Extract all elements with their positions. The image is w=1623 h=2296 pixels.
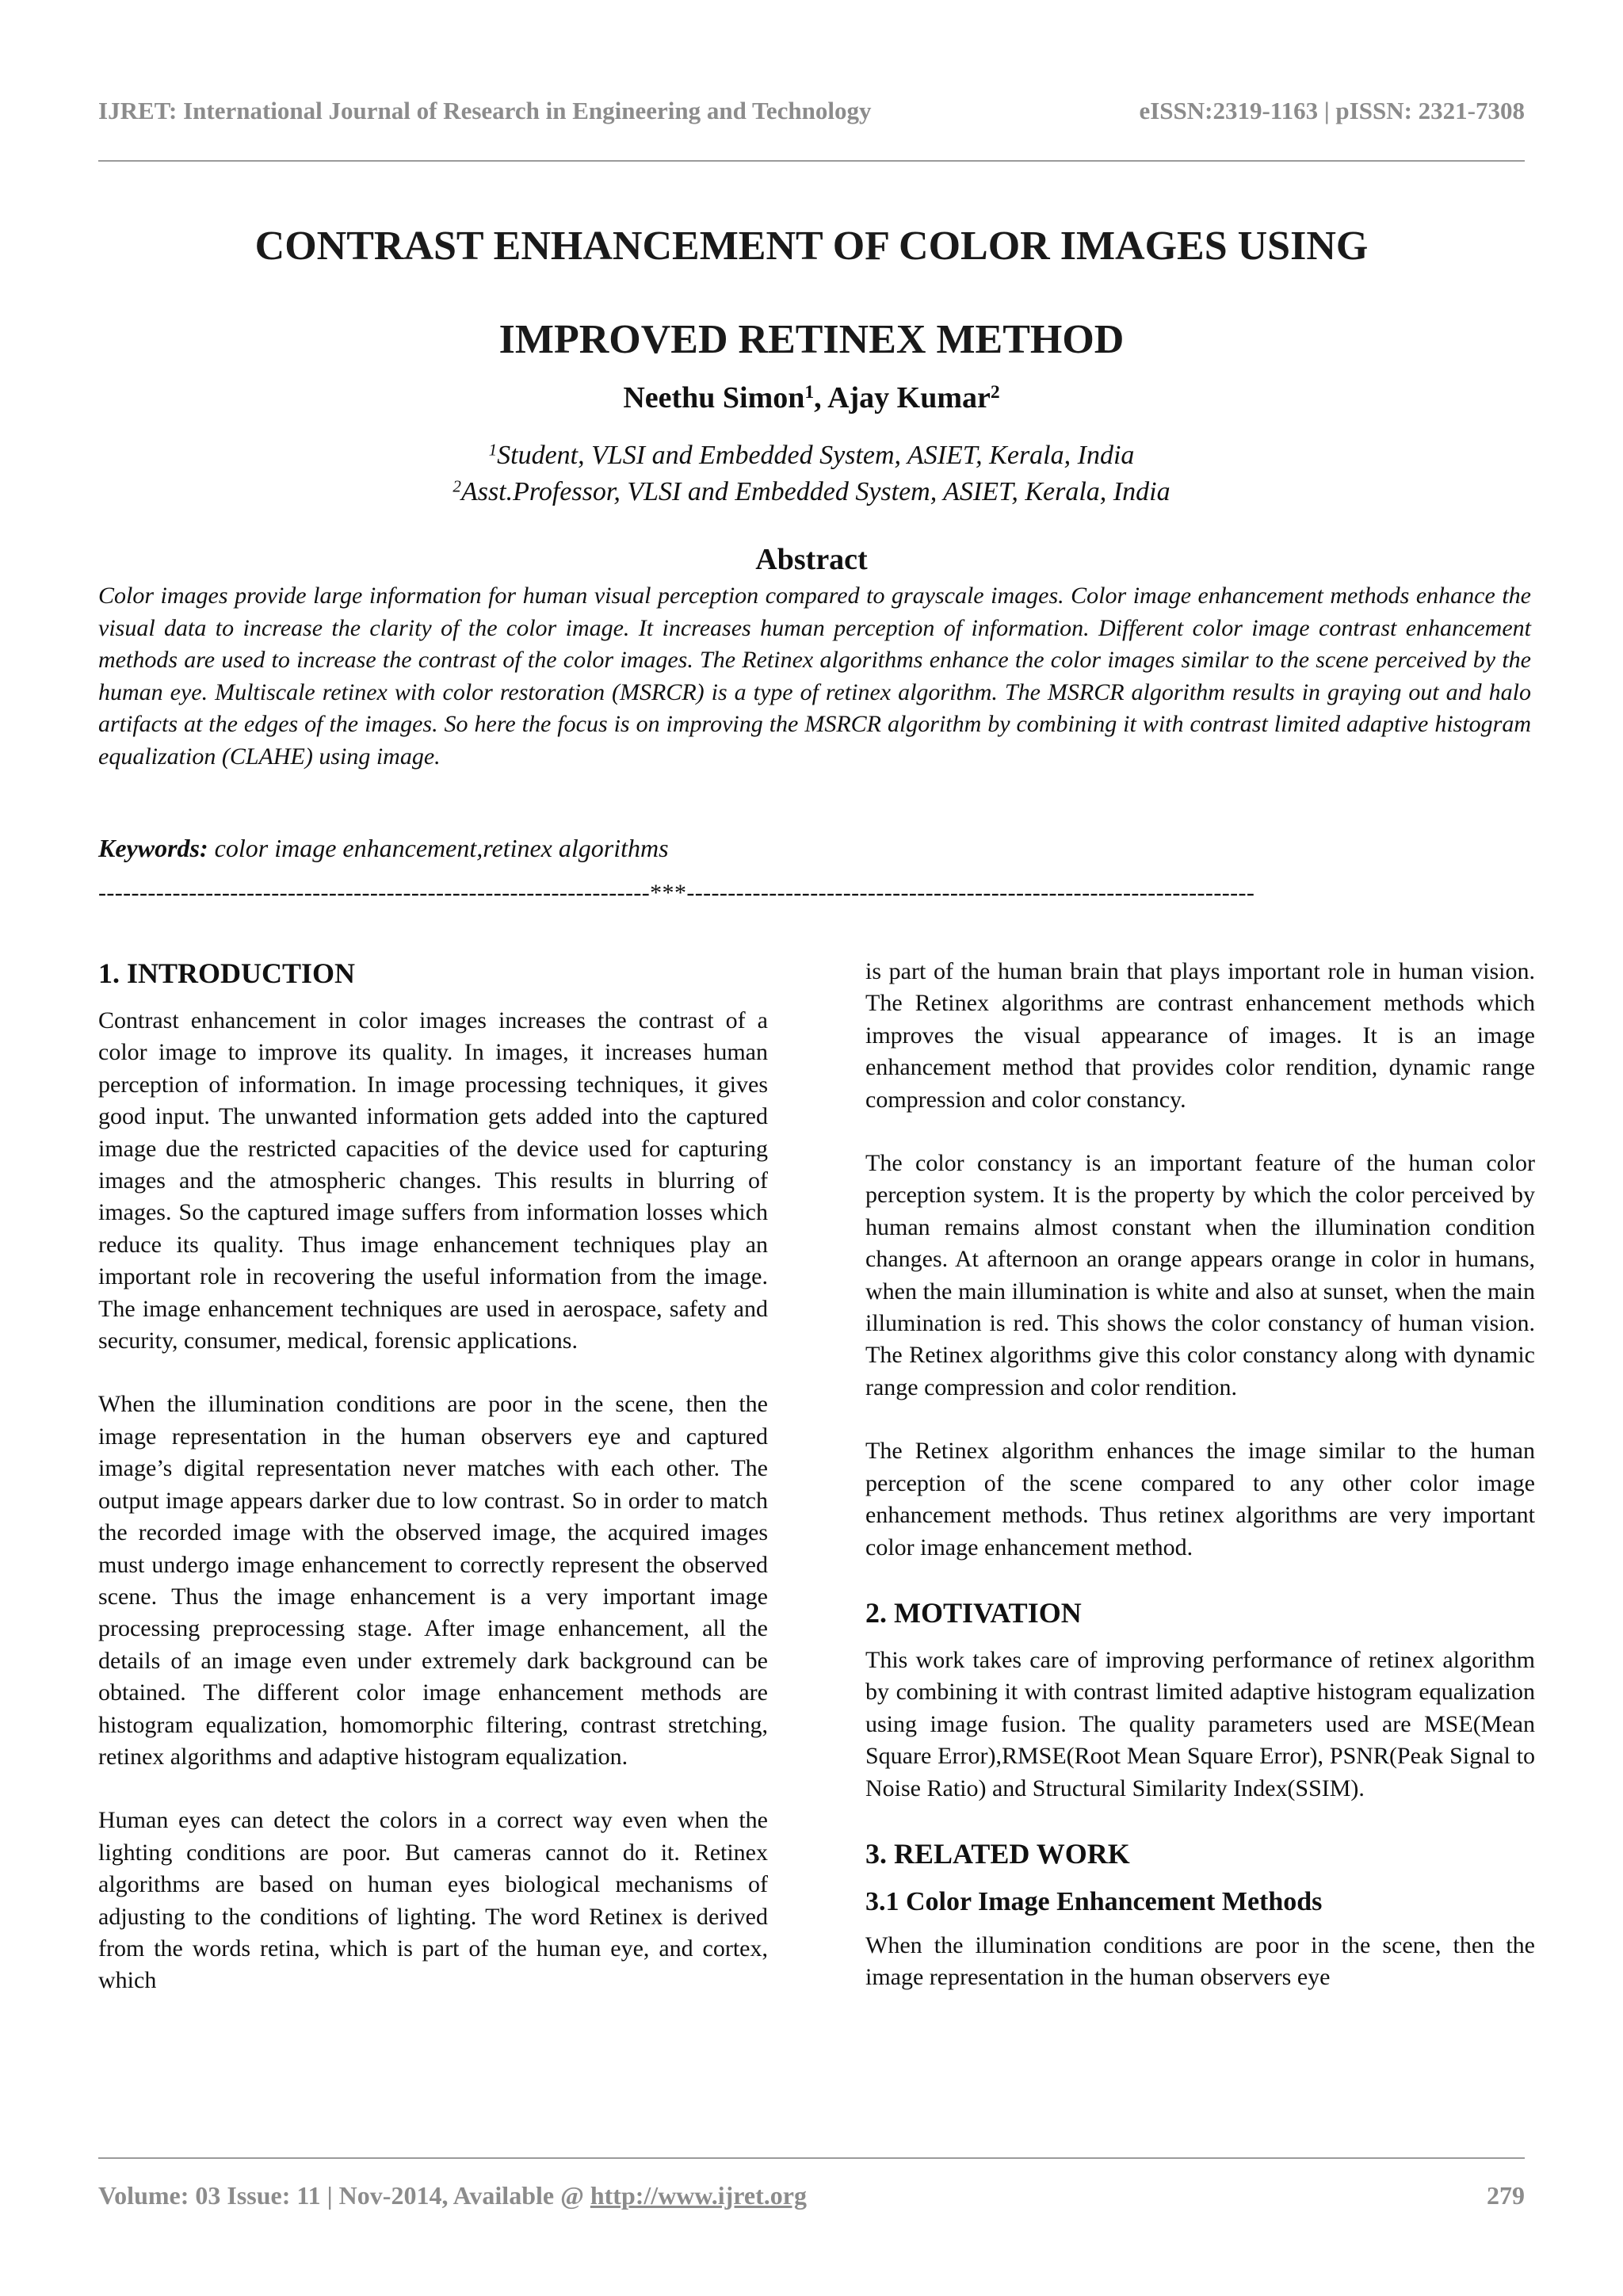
- author-separator: ,: [814, 381, 828, 415]
- affiliations: [98, 437, 1525, 510]
- affiliation-2-text: Asst.Professor, VLSI and Embedded System, ASIET, Kerala, India: [460, 477, 1170, 506]
- paragraph: Human eyes can detect the colors in a correct way even when the lighting conditions are poor. But cameras cannot do it. Retinex algorithms are based on human eyes biological mechanisms of adjusting to the conditions of lighting. The word Retinex is derived from the words retina, which is part of the human eye, and cortex, which: [98, 1807, 768, 1994]
- subsection-heading: 3.1 Color Image Enhancement Methods: [865, 1886, 1323, 1916]
- author-1-mark: 1: [804, 382, 815, 403]
- journal-name: IJRET: International Journal of Research in Engineering and Technology: [98, 97, 872, 124]
- keywords: [98, 834, 1531, 863]
- keywords-label: Keywords:: [98, 834, 208, 862]
- affiliation-1: [98, 437, 1525, 474]
- page-number: 279: [1487, 2181, 1525, 2210]
- abstract-text: Color images provide large information for human visual perception compared to grayscale images. Color image enhancement methods enhance the visual data to increase the clarity of the color image. It increases human perception of information. Different color image contrast enhancement methods are used to increase the contrast of the color images. The Retinex algorithms enhance the color images similar to the scene perceived by the human eye. Multiscale retinex with color restoration (MSRCR) is a type of retinex algorithm. The MSRCR algorithm results in graying out and halo artifacts at the edges of the images. So here the focus is on improving the MSRCR algorithm by combining it with contrast limited adaptive histogram equalization (CLAHE) using image.: [98, 583, 1531, 770]
- running-header: [98, 97, 1525, 125]
- motivation-heading: 2. MOTIVATION: [865, 1596, 1082, 1629]
- author-1: Neethu Simon: [623, 381, 805, 415]
- related-work-heading: 3. RELATED WORK: [865, 1837, 1130, 1870]
- section-separator: -------------------------------------------------------------------***---------------------------------------------------------------------: [98, 880, 1255, 906]
- title-line-2: IMPROVED RETINEX METHOD: [498, 317, 1125, 362]
- author-2: Ajay Kumar: [827, 381, 991, 415]
- author-2-mark: 2: [990, 382, 1000, 403]
- paragraph: The Retinex algorithm enhances the image similar to the human perception of the scene compared to any other color image enhancement methods. Thus retinex algorithms are very important color image enhancement method.: [865, 1438, 1535, 1561]
- header-rule: [98, 160, 1525, 162]
- affiliation-1-text: Student, VLSI and Embedded System, ASIET, Kerala, India: [497, 441, 1135, 470]
- introduction-heading: 1. INTRODUCTION: [98, 957, 356, 989]
- paper-title: [98, 200, 1525, 387]
- right-column: [865, 956, 1535, 2026]
- footer-rule: [98, 2157, 1525, 2159]
- footer-volume: [98, 2181, 807, 2210]
- affiliation-2: [98, 474, 1525, 510]
- paragraph: When the illumination conditions are poor in the scene, then the image representation in the human observers eye: [865, 1931, 1535, 1991]
- left-column: [98, 956, 768, 2029]
- affiliation-1-mark: 1: [488, 440, 498, 460]
- paragraph: This work takes care of improving performance of retinex algorithm by combining it with contrast limited adaptive histogram equalization using image fusion. The quality parameters used are MSE(Mean Square Error),RMSE(Root Mean Square Error), PSNR(Peak Signal to Noise Ratio) and Structural Similarity Index(SSIM).: [865, 1646, 1535, 1801]
- journal-link[interactable]: http://www.ijret.org: [590, 2181, 807, 2210]
- authors: [98, 380, 1525, 415]
- affiliation-2-mark: 2: [453, 476, 461, 496]
- paragraph: When the illumination conditions are poor in the scene, then the image representation in the human observers eye and captured image’s digital representation never matches with each other. The output image appears darker due to low contrast. So in order to match the recorded image with the observed image, the acquired images must undergo image enhancement to correctly represent the observed scene. Thus the image enhancement is a very important image processing preprocessing stage. After image enhancement, all the details of an image even under extremely dark background can be obtained. The different color image enhancement methods are histogram equalization, homomorphic filtering, contrast stretching, retinex algorithms and adaptive histogram equalization.: [98, 1391, 768, 1770]
- paragraph: Contrast enhancement in color images increases the contrast of a color image to improve its quality. In images, it increases human perception of information. In image processing techniques, it gives good input. The unwanted information gets added into the captured image due the restricted capacities of the device used for capturing images and the atmospheric changes. This results in blurring of images. So the captured image suffers from information losses which reduce its quality. Thus image enhancement techniques play an important role in recovering the useful information from the image. The image enhancement techniques are used in aerospace, safety and security, consumer, medical, forensic applications.: [98, 1007, 768, 1354]
- footer-volume-text: Volume: 03 Issue: 11 | Nov-2014, Available @: [98, 2181, 590, 2210]
- running-footer: [98, 2181, 1525, 2210]
- abstract-heading: Abstract: [755, 543, 868, 576]
- keywords-text: color image enhancement,retinex algorithms: [208, 834, 669, 862]
- paragraph: The color constancy is an important feature of the human color perception system. It is the property by which the color perceived by human remains almost constant when the illumination condition changes. At afternoon an orange appears orange in color in humans, when the main illumination is white and also at sunset, when the main illumination is red. This shows the color constancy of human vision. The Retinex algorithms give this color constancy along with dynamic range compression and color rendition.: [865, 1150, 1535, 1400]
- title-line-1: CONTRAST ENHANCEMENT OF COLOR IMAGES USING: [254, 223, 1369, 269]
- paragraph: is part of the human brain that plays important role in human vision. The Retinex algorithms are contrast enhancement methods which improves the visual appearance of images. It is an image enhancement method that provides color rendition, dynamic range compression and color constancy.: [865, 958, 1535, 1113]
- issn: eISSN:2319-1163 | pISSN: 2321-7308: [1139, 97, 1525, 124]
